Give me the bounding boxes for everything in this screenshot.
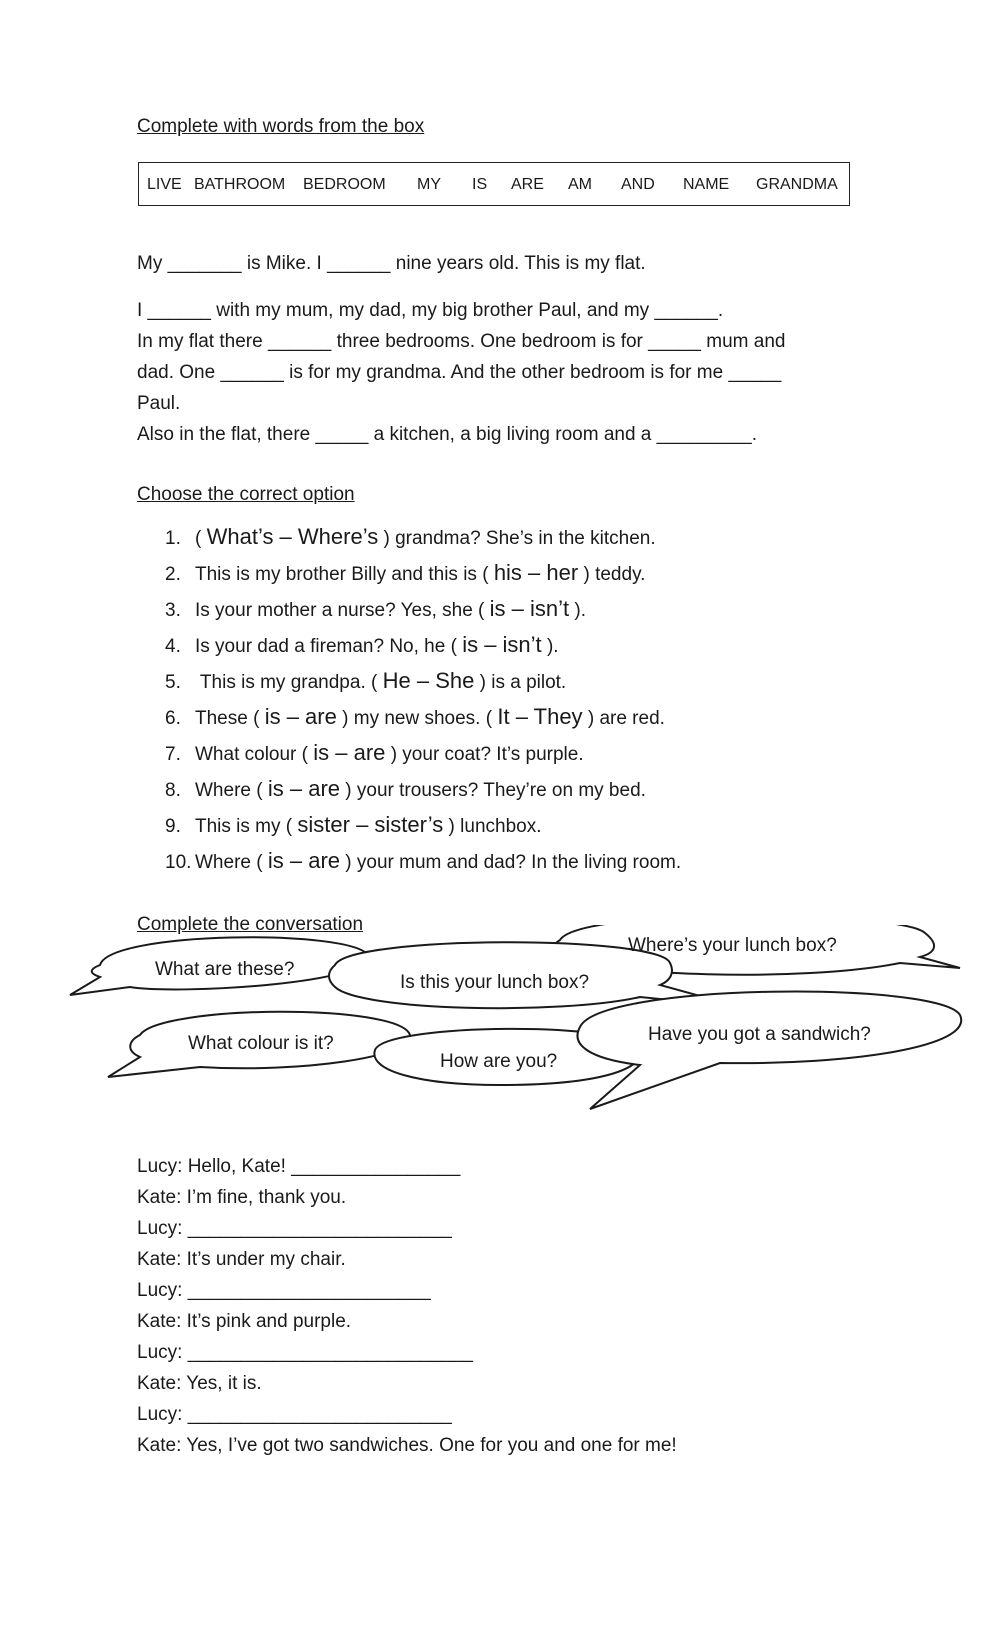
item-text: ) teddy. [578,564,646,585]
word-item: AM [568,176,592,193]
item-number: 1. [165,528,181,549]
fill-line: I ______ with my mum, my dad, my big brother Paul, and my ______. [137,300,724,321]
item-choice: He – She [382,668,475,693]
item-text: ). [541,636,559,657]
section-title-choose-option: Choose the correct option [137,484,355,505]
item-text: ) are red. [582,708,665,729]
item-choice: is – isn’t [462,632,542,657]
option-item-6 [165,704,665,730]
option-item-4 [165,632,559,658]
bubble-text: What colour is it? [188,1033,334,1054]
word-box [138,162,850,206]
bubble-text: Where’s your lunch box? [628,935,837,956]
word-item: IS [472,176,488,193]
item-number: 2. [165,564,181,585]
item-text: Is your dad a fireman? No, he ( [195,636,463,657]
dialogue-line: Kate: Yes, it is. [137,1373,262,1394]
item-text: These ( [195,708,265,729]
word-item: NAME [683,176,730,193]
item-text: What colour ( [195,744,314,765]
item-text: ) lunchbox. [443,816,542,837]
item-text: This is my brother Billy and this is ( [195,564,494,585]
fill-line: My _______ is Mike. I ______ nine years old. This is my flat. [137,253,646,274]
dialogue-line: Kate: Yes, I’ve got two sandwiches. One for you and one for me! [137,1435,677,1456]
fill-line: dad. One ______ is for my grandma. And the other bedroom is for me _____ [137,362,782,383]
item-text: ) my new shoes. ( [336,708,498,729]
word-item: GRANDMA [756,176,838,193]
dialogue-line: Lucy: _________________________ [137,1404,452,1425]
item-text: Where ( [195,852,268,873]
dialogue-line: Kate: It’s under my chair. [137,1249,346,1270]
item-text: ( [195,528,207,549]
bubble-text: Is this your lunch box? [400,972,590,993]
speech-bubbles [0,925,1000,1125]
word-item: MY [417,176,441,193]
dialogue-line: Kate: I’m fine, thank you. [137,1187,347,1208]
fill-line: In my flat there ______ three bedrooms. One bedroom is for _____ mum and [137,331,786,352]
option-item-8 [165,776,646,802]
fill-line: Paul. [137,393,181,414]
dialogue-line: Lucy: _________________________ [137,1218,452,1239]
item-number: 7. [165,744,181,765]
dialogue-line: Kate: It’s pink and purple. [137,1311,352,1332]
item-number: 9. [165,816,181,837]
item-number: 4. [165,636,181,657]
word-item: AND [621,176,655,193]
item-text: ) your mum and dad? In the living room. [340,852,682,873]
item-text: ). [569,600,587,621]
bubble-text: How are you? [440,1051,558,1072]
item-choice-2: It – They [497,704,583,729]
word-item: LIVE [147,176,182,193]
item-number: 10. [165,852,192,873]
dialogue-line: Lucy: ___________________________ [137,1342,473,1363]
item-choice: his – her [493,560,579,585]
option-item-5 [165,668,566,694]
item-choice: is – are [313,740,386,765]
item-number: 8. [165,780,181,801]
option-item-7 [165,740,584,766]
item-number: 6. [165,708,181,729]
item-choice: is – are [267,776,341,801]
speech-bubble [578,992,962,1109]
item-number: 5. [165,672,181,693]
item-text: Is your mother a nurse? Yes, she ( [195,600,490,621]
item-choice: is – isn’t [489,596,570,621]
item-choice: What’s – Where’s [206,524,379,549]
item-text: Where ( [195,780,268,801]
option-item-9 [165,812,542,838]
word-item: BATHROOM [194,176,286,193]
item-choice: is – are [267,848,341,873]
option-item-10 [165,848,681,874]
item-text: ) your coat? It’s purple. [385,744,584,765]
section-title-conversation: Complete the conversation [137,914,364,935]
item-choice: sister – sister’s [297,812,444,837]
dialogue-line: Lucy: _______________________ [137,1280,431,1301]
item-text: This is my grandpa. ( [195,672,383,693]
bubble-text: Have you got a sandwich? [648,1024,871,1045]
section-title-complete-box: Complete with words from the box [137,116,425,137]
item-number: 3. [165,600,181,621]
item-text: ) is a pilot. [474,672,567,693]
bubble-text: What are these? [155,959,295,980]
option-item-1 [165,524,656,550]
item-choice: is – are [264,704,337,729]
option-item-2 [165,560,645,586]
dialogue-line: Lucy: Hello, Kate! ________________ [137,1156,461,1177]
word-item: BEDROOM [303,176,386,193]
item-text: This is my ( [195,816,298,837]
option-item-3 [165,596,586,622]
item-text: ) your trousers? They’re on my bed. [340,780,646,801]
item-text: ) grandma? She’s in the kitchen. [378,528,656,549]
fill-line: Also in the flat, there _____ a kitchen, a big living room and a _________. [137,424,758,445]
word-item: ARE [511,176,544,193]
